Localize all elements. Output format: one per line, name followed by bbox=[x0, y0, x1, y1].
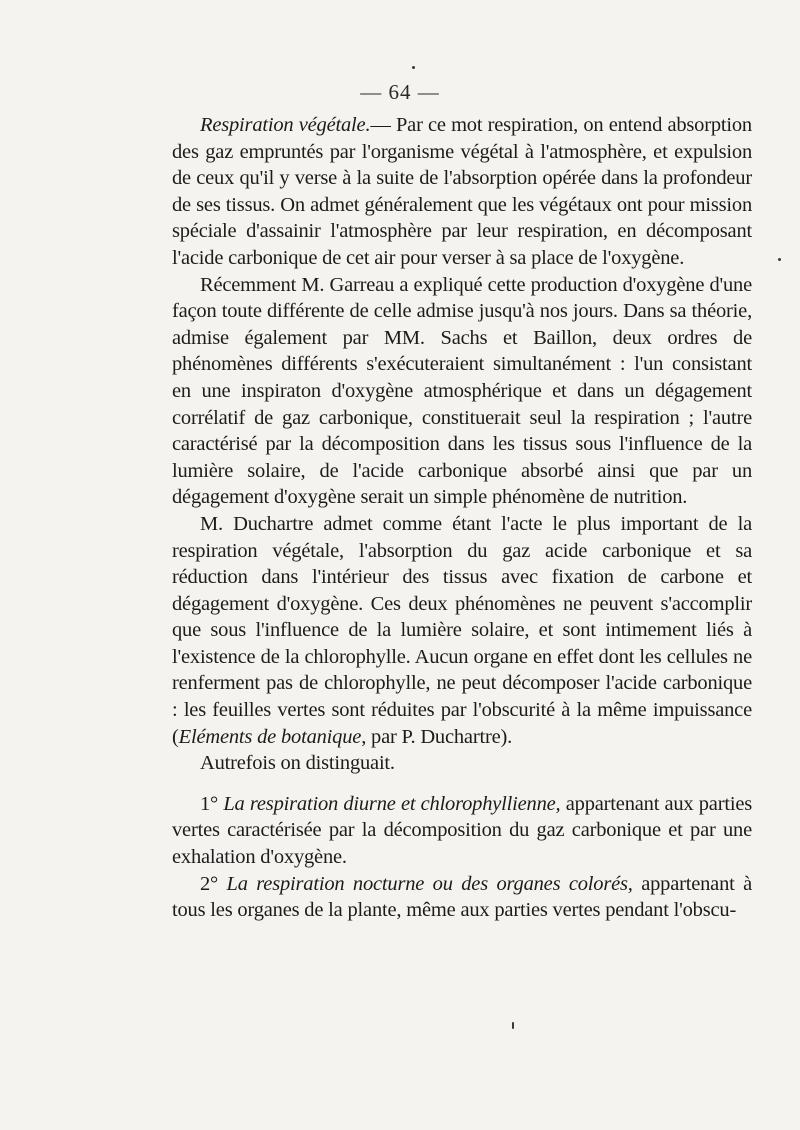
paragraph-text: appartenant aux parties vertes caractérisée par la décomposition du gaz carbonique et par une exhalation d'oxygène. bbox=[172, 792, 753, 869]
list-item-heading: La respiration nocturne ou des organes colorés, bbox=[226, 872, 633, 895]
paragraph-text: — Par ce mot respiration, on entend absorption des gaz empruntés par l'organisme végétal à l'atmosphère, et expulsion de ceux qu'il y verse à la suite de l'absorption opérée dans la profondeur de ses tissus. On admet généralement que les végétaux ont pour mission spéciale d'assainir l'atmosphère par leur respiration, en décomposant l'acide carbonique de cet air pour verser à sa place de l'oxygène. bbox=[172, 114, 752, 269]
list-item-heading: La respiration diurne et chlorophyllienne, bbox=[223, 792, 561, 815]
paragraph-text: appartenant à tous les organes de la plante, même aux parties vertes pendant l'obscu- bbox=[172, 872, 752, 922]
list-number: 2° bbox=[200, 872, 219, 895]
ink-speck bbox=[512, 1022, 514, 1029]
book-citation: Eléments de botanique bbox=[178, 725, 362, 748]
paragraph-text: Autrefois on distinguait. bbox=[200, 752, 395, 775]
list-number: 1° bbox=[200, 792, 219, 815]
paragraph-text: M. Duchartre admet comme étant l'acte le plus important de la respiration végétale, l'absorption du gaz acide carbonique et sa réduction dans l'intérieur des tissus avec fixation de carbone et dégagement d'oxygène. Ces deux phénomènes ne peuvent s'accomplir que sous l'influence de la lumière solaire, et sont intimement liés à l'existence de la chlorophylle. Aucun organe en effet dont les cellules ne renferment pas de chlorophylle, ne peut décomposer l'acide carbonique : les feuilles vertes sont réduites par l'obscurité à la même impuissance ( bbox=[172, 512, 752, 748]
list-item-respiration-nocturne bbox=[172, 871, 752, 924]
paragraph-respiration-vegetale bbox=[172, 112, 752, 272]
list-item-respiration-diurne bbox=[172, 791, 752, 871]
paragraph-garreau bbox=[172, 272, 752, 511]
ink-speck bbox=[778, 258, 781, 261]
section-heading: Respiration végétale. bbox=[200, 114, 371, 136]
ink-speck bbox=[412, 66, 415, 69]
page-number: — 64 — bbox=[360, 80, 440, 104]
paragraph-duchartre bbox=[172, 511, 752, 750]
paragraph-text: Récemment M. Garreau a expliqué cette production d'oxygène d'une façon toute différente de celle admise jusqu'à nos jours. Dans sa théorie, admise également par MM. Sachs et Baillon, deux ordres de phénomènes différents s'exécuteraient simultanément : l'un consistant en une inspiraton d'oxygène atmosphérique et dans un dégagement corrélatif de gaz carbonique, constituerait seul la respiration ; l'autre caractérisé par la décomposition dans les tissus sous l'influence de la lumière solaire, de l'acide carbonique absorbé ainsi que par un dégagement d'oxygène serait un simple phénomène de nutrition. bbox=[172, 273, 752, 509]
paragraph-text: , par P. Duchartre). bbox=[361, 725, 513, 748]
body-text bbox=[172, 112, 752, 924]
paragraph-autrefois bbox=[172, 750, 752, 777]
